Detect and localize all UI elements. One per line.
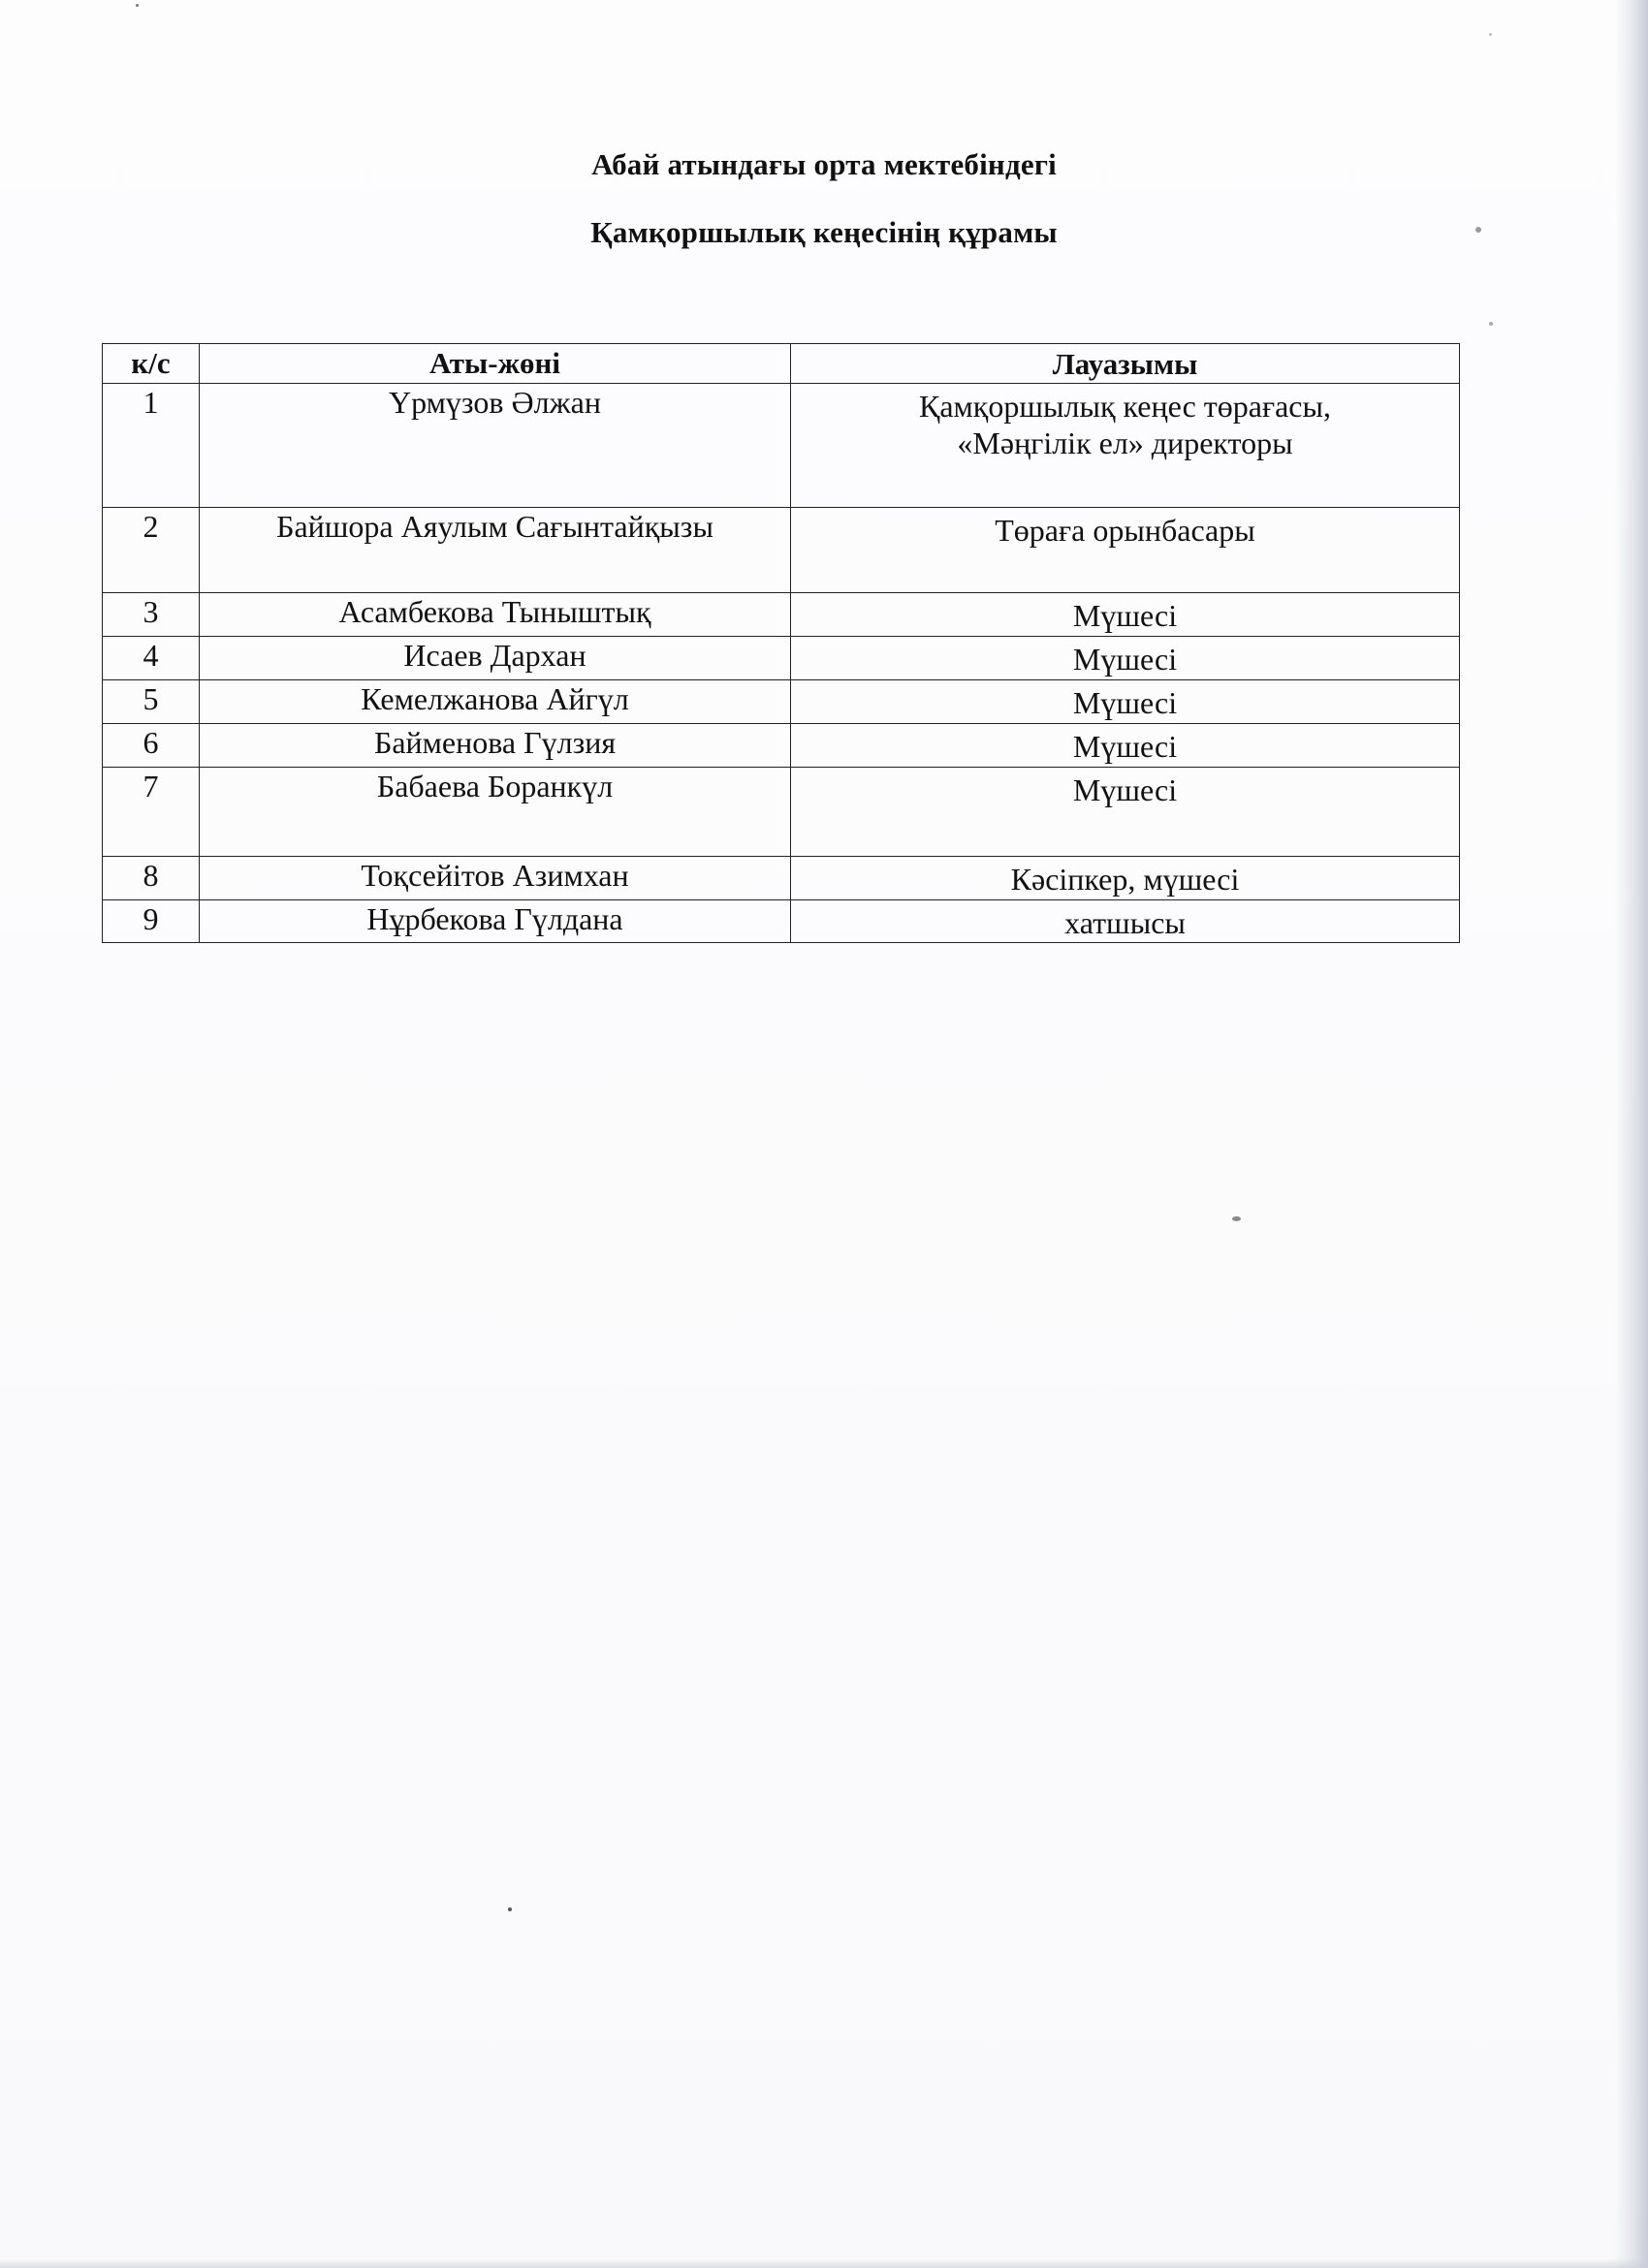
header-position: Лауазымы bbox=[791, 344, 1460, 384]
header-number: к/с bbox=[103, 344, 200, 384]
position-line-2: «Мәңгілік ел» директоры bbox=[957, 425, 1293, 460]
row-number: 6 bbox=[103, 724, 200, 768]
row-position: Төраға орынбасары bbox=[791, 508, 1460, 593]
row-position bbox=[791, 384, 1460, 508]
row-position: Мүшесі bbox=[791, 724, 1460, 768]
table-row bbox=[103, 768, 1460, 857]
row-name: Исаев Дархан bbox=[200, 637, 791, 680]
row-name: Тоқсейітов Азимхан bbox=[200, 857, 791, 900]
table-row bbox=[103, 508, 1460, 593]
scan-speck bbox=[1489, 322, 1493, 326]
scan-shadow-right bbox=[1615, 0, 1648, 2268]
scan-shadow-bottom bbox=[0, 2258, 1648, 2268]
scan-speck bbox=[1489, 33, 1492, 36]
scan-speck bbox=[508, 1907, 512, 1911]
row-number: 4 bbox=[103, 637, 200, 680]
table-row bbox=[103, 637, 1460, 680]
position-line-1: Қамқоршылық кеңес төрағасы, bbox=[919, 389, 1331, 424]
council-members-table bbox=[102, 343, 1460, 943]
row-name: Кемелжанова Айгүл bbox=[200, 680, 791, 724]
row-name: Байменова Гүлзия bbox=[200, 724, 791, 768]
document-title-line-1: Абай атындағы орта мектебіндегі bbox=[591, 147, 1057, 181]
table-row bbox=[103, 593, 1460, 637]
row-position: Кәсіпкер, мүшесі bbox=[791, 857, 1460, 900]
row-number: 2 bbox=[103, 508, 200, 593]
row-number: 8 bbox=[103, 857, 200, 900]
row-number: 3 bbox=[103, 593, 200, 637]
row-name: Нұрбекова Гүлдана bbox=[200, 900, 791, 943]
scan-speck bbox=[1232, 1216, 1241, 1221]
row-position: хатшысы bbox=[791, 900, 1460, 943]
table-row bbox=[103, 857, 1460, 900]
row-name: Үрмүзов Әлжан bbox=[200, 384, 791, 508]
row-position: Мүшесі bbox=[791, 680, 1460, 724]
row-number: 9 bbox=[103, 900, 200, 943]
header-name: Аты-жөні bbox=[200, 344, 791, 384]
row-name: Бабаева Боранкүл bbox=[200, 768, 791, 857]
table-row bbox=[103, 384, 1460, 508]
table-row bbox=[103, 680, 1460, 724]
row-position: Мүшесі bbox=[791, 637, 1460, 680]
table-row bbox=[103, 900, 1460, 943]
document-title-line-2: Қамқоршылық кеңесінің құрамы bbox=[590, 215, 1058, 249]
row-number: 5 bbox=[103, 680, 200, 724]
table-header-row bbox=[103, 344, 1460, 384]
row-name: Асамбекова Тыныштық bbox=[200, 593, 791, 637]
table-row bbox=[103, 724, 1460, 768]
scan-speck bbox=[136, 4, 139, 7]
row-position: Мүшесі bbox=[791, 768, 1460, 857]
row-number: 1 bbox=[103, 384, 200, 508]
row-position: Мүшесі bbox=[791, 593, 1460, 637]
row-name: Байшора Аяулым Сағынтайқызы bbox=[200, 508, 791, 593]
row-number: 7 bbox=[103, 768, 200, 857]
